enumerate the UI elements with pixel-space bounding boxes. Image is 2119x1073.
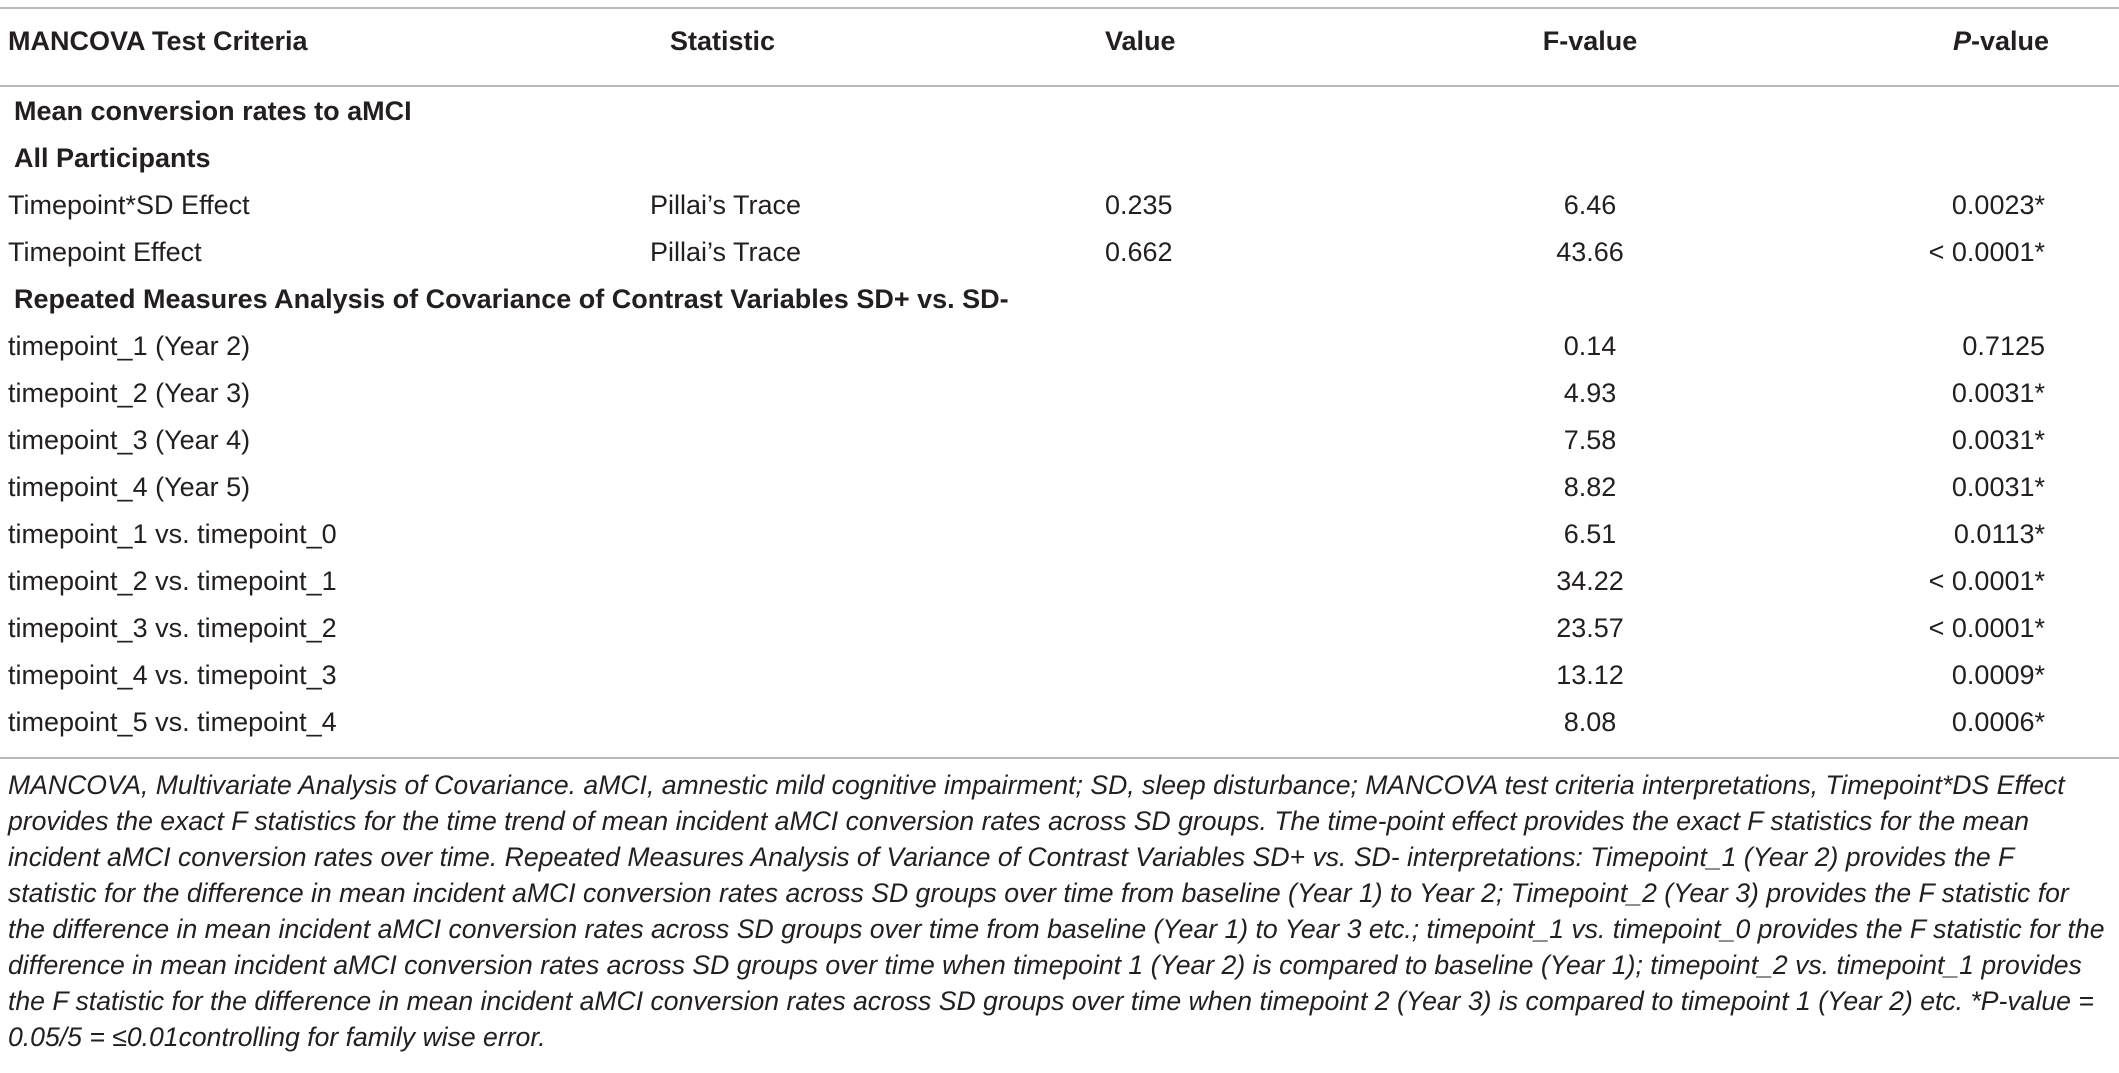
table-row xyxy=(0,605,2119,652)
cell-criteria: timepoint_1 (Year 2) xyxy=(8,331,251,361)
cell-statistic: Pillai’s Trace xyxy=(650,237,802,267)
cell-criteria: timepoint_3 (Year 4) xyxy=(8,425,251,455)
cell-criteria: timepoint_3 vs. timepoint_2 xyxy=(8,613,337,643)
cell-pvalue: 0.0006* xyxy=(1951,707,2045,737)
table-bottom-rule xyxy=(0,757,2119,759)
section-heading-text: All Participants xyxy=(14,143,211,173)
table-row xyxy=(0,652,2119,699)
cell-fvalue: 7.58 xyxy=(1563,425,1617,455)
cell-fvalue: 23.57 xyxy=(1556,613,1624,643)
table-row xyxy=(0,370,2119,417)
table-row xyxy=(0,558,2119,605)
cell-fvalue: 8.82 xyxy=(1563,472,1617,502)
cell-criteria: timepoint_4 vs. timepoint_3 xyxy=(8,660,337,690)
header-value: Value xyxy=(1105,26,1176,56)
cell-value: 0.662 xyxy=(1105,237,1173,267)
section-heading-mean-conversion xyxy=(0,88,2119,135)
cell-fvalue: 34.22 xyxy=(1556,566,1624,596)
cell-fvalue: 8.08 xyxy=(1563,707,1617,737)
cell-criteria: Timepoint*SD Effect xyxy=(8,190,250,220)
cell-value: 0.235 xyxy=(1105,190,1173,220)
cell-pvalue: 0.0031* xyxy=(1951,425,2045,455)
header-criteria: MANCOVA Test Criteria xyxy=(8,26,308,56)
header-fvalue: F-value xyxy=(1542,26,1638,56)
table-header-row xyxy=(0,18,2119,65)
cell-pvalue: 0.7125 xyxy=(1962,331,2045,361)
cell-pvalue: 0.0031* xyxy=(1951,472,2045,502)
header-pvalue xyxy=(1953,18,2049,65)
table-row xyxy=(0,699,2119,746)
cell-pvalue: 0.0031* xyxy=(1951,378,2045,408)
table-row xyxy=(0,417,2119,464)
cell-fvalue: 6.51 xyxy=(1563,519,1617,549)
header-bottom-rule xyxy=(0,85,2119,87)
cell-criteria: timepoint_1 vs. timepoint_0 xyxy=(8,519,337,549)
table-row xyxy=(0,323,2119,370)
cell-pvalue: < 0.0001* xyxy=(1928,566,2045,596)
section-heading-text: Mean conversion rates to aMCI xyxy=(14,96,412,126)
header-statistic: Statistic xyxy=(670,26,776,56)
cell-pvalue: 0.0009* xyxy=(1951,660,2045,690)
table-row xyxy=(0,511,2119,558)
table-row xyxy=(0,464,2119,511)
section-heading-text: Repeated Measures Analysis of Covariance of Contrast Variables SD+ vs. SD- xyxy=(14,284,1009,314)
cell-statistic: Pillai’s Trace xyxy=(650,190,802,220)
header-pvalue-p: P xyxy=(1952,26,1971,56)
cell-fvalue: 4.93 xyxy=(1563,378,1617,408)
cell-pvalue: 0.0113* xyxy=(1953,519,2045,549)
table-top-rule xyxy=(0,7,2119,9)
cell-fvalue: 13.12 xyxy=(1556,660,1624,690)
table-row xyxy=(0,182,2119,229)
cell-pvalue: < 0.0001* xyxy=(1928,613,2045,643)
cell-criteria: timepoint_2 vs. timepoint_1 xyxy=(8,566,337,596)
cell-fvalue: 0.14 xyxy=(1563,331,1617,361)
table-footnote: MANCOVA, Multivariate Analysis of Covariance. aMCI, amnestic mild cognitive impairment; SD, sleep disturbance; MANCOVA test criteria interpretations, Timepoint*DS Effect provides the exact F statistics for the time trend of mean incident aMCI conversion rates across SD groups. The time-point effect provides the exact F statistics for the mean incident aMCI conversion rates over time. Repeated Measures Analysis of Variance of Contrast Variables SD+ vs. SD- interpretations: Timepoint_1 (Year 2) provides the F statistic for the difference in mean incident aMCI conversion rates across SD groups over time from baseline (Year 1) to Year 2; Timepoint_2 (Year 3) provides the F statistic for the difference in mean incident aMCI conversion rates across SD groups over time from baseline (Year 1) to Year 3 etc.; timepoint_1 vs. timepoint_0 provides the F statistic for the difference in mean incident aMCI conversion rates across SD groups over time when timepoint 1 (Year 2) is compared to baseline (Year 1); timepoint_2 vs. timepoint_1 provides the F statistic for the difference in mean incident aMCI conversion rates across SD groups over time when timepoint 2 (Year 3) is compared to timepoint 1 (Year 2) etc. *P-value = 0.05/5 = ≤0.01controlling for family wise error. xyxy=(8,770,2105,1052)
table-row xyxy=(0,229,2119,276)
cell-fvalue: 6.46 xyxy=(1563,190,1617,220)
section-heading-all-participants xyxy=(0,135,2119,182)
cell-pvalue: < 0.0001* xyxy=(1928,237,2045,267)
cell-pvalue: 0.0023* xyxy=(1951,190,2045,220)
cell-fvalue: 43.66 xyxy=(1556,237,1624,267)
section-heading-repeated-measures xyxy=(0,276,2119,323)
cell-criteria: timepoint_4 (Year 5) xyxy=(8,472,251,502)
cell-criteria: Timepoint Effect xyxy=(8,237,202,267)
cell-criteria: timepoint_2 (Year 3) xyxy=(8,378,251,408)
cell-criteria: timepoint_5 vs. timepoint_4 xyxy=(8,707,337,737)
header-pvalue-suffix: -value xyxy=(1970,26,2049,56)
